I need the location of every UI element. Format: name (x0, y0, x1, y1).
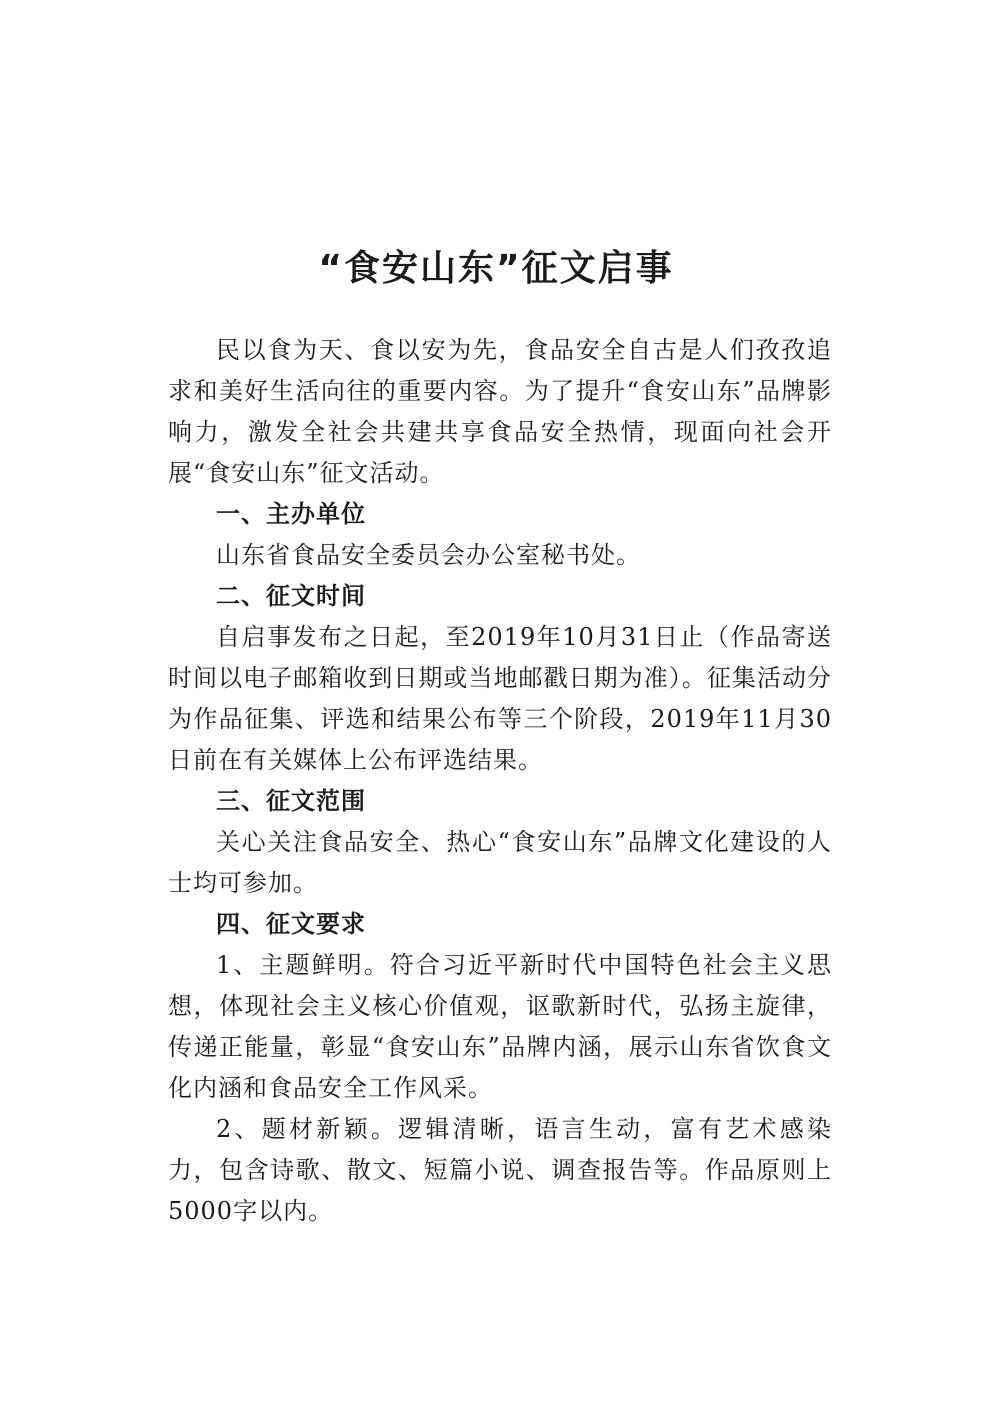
section-heading-organizer: 一、主办单位 (216, 500, 366, 528)
section-heading-time: 二、征文时间 (216, 582, 366, 610)
section-heading-requirements: 四、征文要求 (216, 910, 366, 938)
section-heading-scope: 三、征文范围 (216, 787, 366, 815)
section-paragraph-scope: 关心关注食品安全、热心“食安山东”品牌文化建设的人士均可参加。 (168, 828, 832, 897)
section-paragraph-organizer: 山东省食品安全委员会办公室秘书处。 (216, 541, 641, 569)
intro-paragraph: 民以食为天、食以安为先，食品安全自古是人们孜孜追求和美好生活向往的重要内容。为了提升“食安山东”品牌影响力，激发全社会共建共享食品安全热情，现面向社会开展“食安山东”征文活动。 (168, 336, 832, 487)
requirement-item-1: 1、主题鲜明。符合习近平新时代中国特色社会主义思想，体现社会主义核心价值观，讴歌新时代，弘扬主旋律，传递正能量，彰显“食安山东”品牌内涵，展示山东省饮食文化内涵和食品安全工作风采。 (168, 951, 832, 1102)
document-body (168, 330, 832, 1232)
document-title: “食安山东”征文启事 (318, 248, 674, 289)
requirement-item-2: 2、题材新颖。逻辑清晰，语言生动，富有艺术感染力，包含诗歌、散文、短篇小说、调查报告等。作品原则上5000字以内。 (168, 1115, 832, 1225)
section-paragraph-time: 自启事发布之日起，至2019年10月31日止（作品寄送时间以电子邮箱收到日期或当地邮戳日期为准）。征集活动分为作品征集、评选和结果公布等三个阶段，2019年11月30日前在有关媒体上公布评选结果。 (168, 623, 832, 774)
